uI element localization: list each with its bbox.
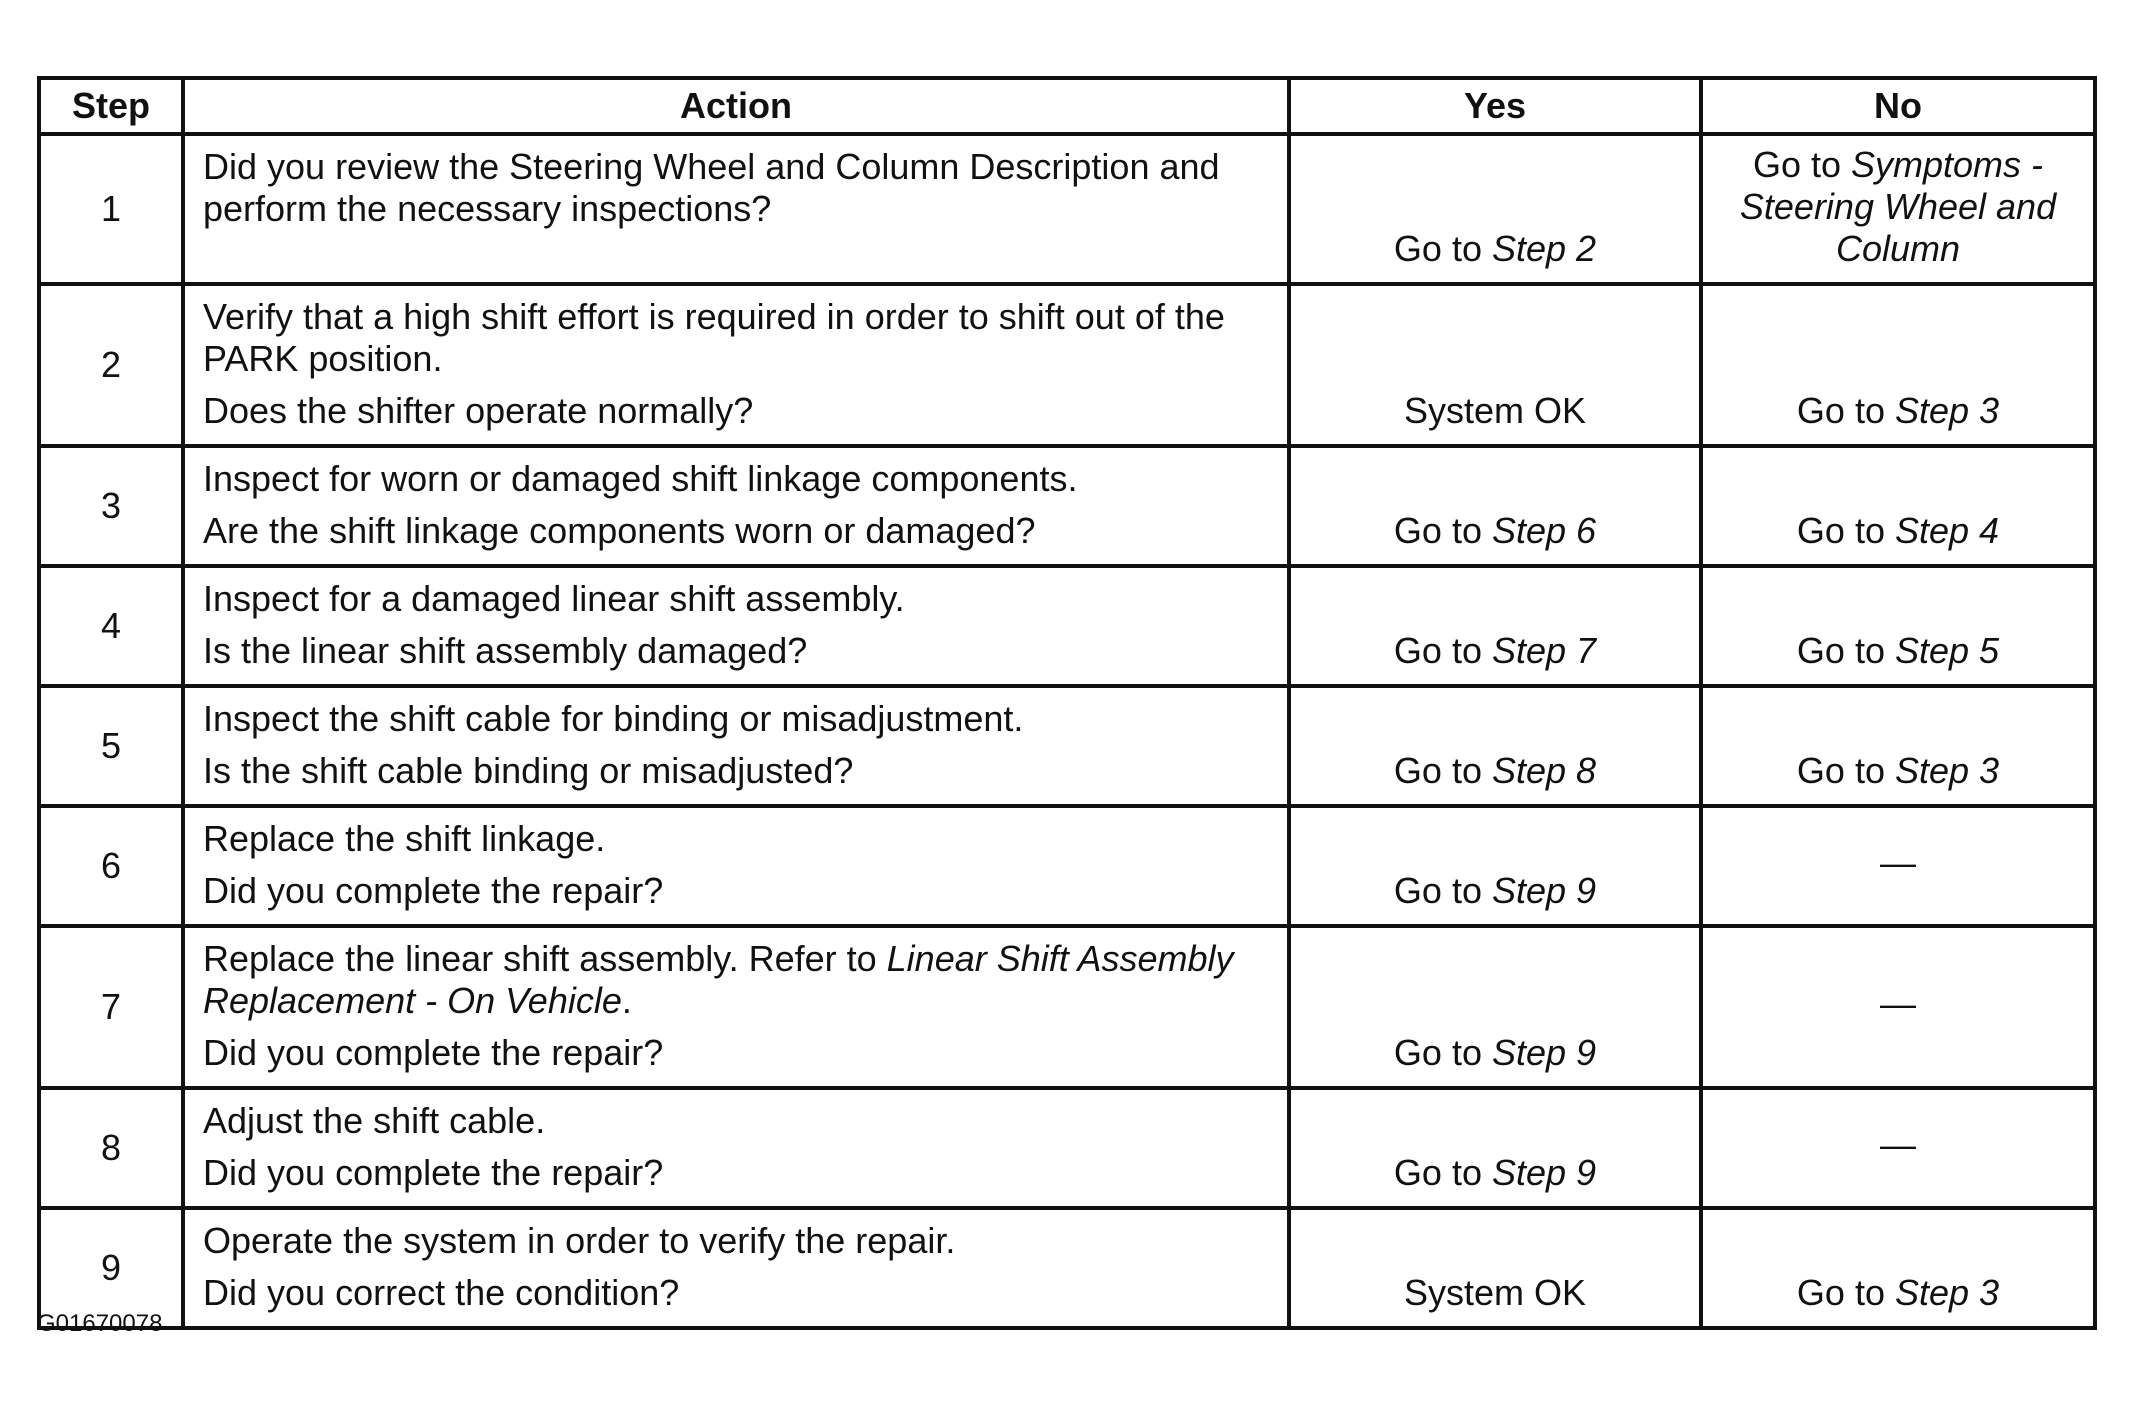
table-header-row <box>39 78 2095 134</box>
table-row <box>39 284 2095 446</box>
action-question: Did you complete the repair? <box>203 870 664 911</box>
header-yes: Yes <box>1289 78 1701 134</box>
step-number: 1 <box>39 134 183 284</box>
no-prefix: Go to <box>1796 750 1895 791</box>
no-cell <box>1701 134 2095 284</box>
yes-step-link[interactable]: Step 7 <box>1491 630 1597 671</box>
no-step-link[interactable]: Step 3 <box>1894 390 2000 431</box>
no-cell <box>1701 806 2095 926</box>
header-action: Action <box>183 78 1289 134</box>
yes-step-link[interactable]: Step 8 <box>1491 750 1597 791</box>
action-question: Are the shift linkage components worn or damaged? <box>203 510 1036 551</box>
table-row <box>39 446 2095 566</box>
yes-cell <box>1289 284 1701 446</box>
yes-step-link[interactable]: Step 9 <box>1491 870 1597 911</box>
step-number: 3 <box>39 446 183 566</box>
action-question: Did you correct the condition? <box>203 1272 680 1313</box>
action-question: Does the shifter operate normally? <box>203 390 754 431</box>
header-step: Step <box>39 78 183 134</box>
step-number: 9 <box>39 1208 183 1328</box>
action-cell <box>183 1088 1289 1208</box>
no-cell <box>1701 284 2095 446</box>
action-text: Verify that a high shift effort is required in order to shift out of the PARK position. <box>203 296 1225 379</box>
yes-prefix: Go to <box>1393 870 1492 911</box>
step-number: 6 <box>39 806 183 926</box>
no-cell <box>1701 566 2095 686</box>
yes-step-link[interactable]: Step 9 <box>1491 1032 1597 1073</box>
yes-step-link[interactable]: Step 6 <box>1491 510 1597 551</box>
action-text: Adjust the shift cable. <box>203 1100 546 1141</box>
no-cell <box>1701 446 2095 566</box>
yes-cell <box>1289 926 1701 1088</box>
action-text: Operate the system in order to verify the repair. <box>203 1220 956 1261</box>
table-row <box>39 686 2095 806</box>
yes-prefix: Go to <box>1393 228 1492 269</box>
no-step-link[interactable]: Step 3 <box>1894 750 2000 791</box>
action-text <box>203 938 1269 1022</box>
no-prefix: Go to <box>1796 390 1895 431</box>
yes-cell <box>1289 134 1701 284</box>
step-number: 4 <box>39 566 183 686</box>
step-number: 8 <box>39 1088 183 1208</box>
action-text: Did you review the Steering Wheel and Column Description and perform the necessary inspections? <box>203 146 1220 229</box>
no-cell <box>1701 1208 2095 1328</box>
action-cell <box>183 284 1289 446</box>
table-row <box>39 926 2095 1088</box>
yes-cell <box>1289 1208 1701 1328</box>
action-text: Inspect for a damaged linear shift assembly. <box>203 578 905 619</box>
no-dash: — <box>1880 1124 1916 1165</box>
no-dash: — <box>1880 983 1916 1024</box>
action-question: Is the shift cable binding or misadjusted? <box>203 750 854 791</box>
yes-cell <box>1289 1088 1701 1208</box>
no-prefix: Go to <box>1796 1272 1895 1313</box>
no-step-link[interactable]: Step 4 <box>1894 510 2000 551</box>
no-prefix: Go to <box>1752 144 1852 185</box>
yes-prefix: Go to <box>1393 750 1492 791</box>
yes-cell <box>1289 446 1701 566</box>
no-cell <box>1701 926 2095 1088</box>
no-dash: — <box>1880 842 1916 883</box>
action-cell <box>183 566 1289 686</box>
yes-step-link[interactable]: Step 2 <box>1491 228 1597 269</box>
diagnostic-table-wrapper <box>37 76 2093 1330</box>
step-number: 2 <box>39 284 183 446</box>
no-step-link[interactable]: Symptoms - Steering Wheel and Column <box>1739 144 2057 269</box>
action-cell <box>183 926 1289 1088</box>
step-number: 7 <box>39 926 183 1088</box>
yes-step-link[interactable]: Step 9 <box>1491 1152 1597 1193</box>
action-suffix: . <box>621 980 632 1021</box>
action-cell <box>183 446 1289 566</box>
table-row <box>39 1208 2095 1328</box>
action-question: Did you complete the repair? <box>203 1032 664 1073</box>
yes-prefix: Go to <box>1393 630 1492 671</box>
no-step-link[interactable]: Step 5 <box>1894 630 2000 671</box>
table-row <box>39 1088 2095 1208</box>
no-step-link[interactable]: Step 3 <box>1894 1272 2000 1313</box>
action-cell <box>183 686 1289 806</box>
action-cell <box>183 806 1289 926</box>
yes-cell <box>1289 686 1701 806</box>
yes-text: System OK <box>1403 390 1587 431</box>
yes-prefix: Go to <box>1393 1032 1492 1073</box>
table-row <box>39 134 2095 284</box>
action-question: Is the linear shift assembly damaged? <box>203 630 808 671</box>
action-text: Inspect for worn or damaged shift linkage components. <box>203 458 1078 499</box>
step-number: 5 <box>39 686 183 806</box>
action-question: Did you complete the repair? <box>203 1152 664 1193</box>
action-cell <box>183 1208 1289 1328</box>
action-text: Inspect the shift cable for binding or misadjustment. <box>203 698 1024 739</box>
action-text: Replace the shift linkage. <box>203 818 606 859</box>
diagnostic-table <box>37 76 2097 1330</box>
action-prefix: Replace the linear shift assembly. Refer to <box>203 938 887 979</box>
yes-text: System OK <box>1403 1272 1587 1313</box>
yes-cell <box>1289 566 1701 686</box>
no-cell <box>1701 686 2095 806</box>
no-cell <box>1701 1088 2095 1208</box>
yes-prefix: Go to <box>1393 510 1492 551</box>
yes-prefix: Go to <box>1393 1152 1492 1193</box>
action-cell <box>183 134 1289 284</box>
table-row <box>39 806 2095 926</box>
no-prefix: Go to <box>1796 630 1895 671</box>
procedure-link[interactable]: Linear Shift Assembly Replacement - On Vehicle <box>203 938 1234 1021</box>
table-row <box>39 566 2095 686</box>
yes-cell <box>1289 806 1701 926</box>
figure-id: G01670078 <box>37 1310 163 1337</box>
no-prefix: Go to <box>1796 510 1895 551</box>
header-no: No <box>1701 78 2095 134</box>
